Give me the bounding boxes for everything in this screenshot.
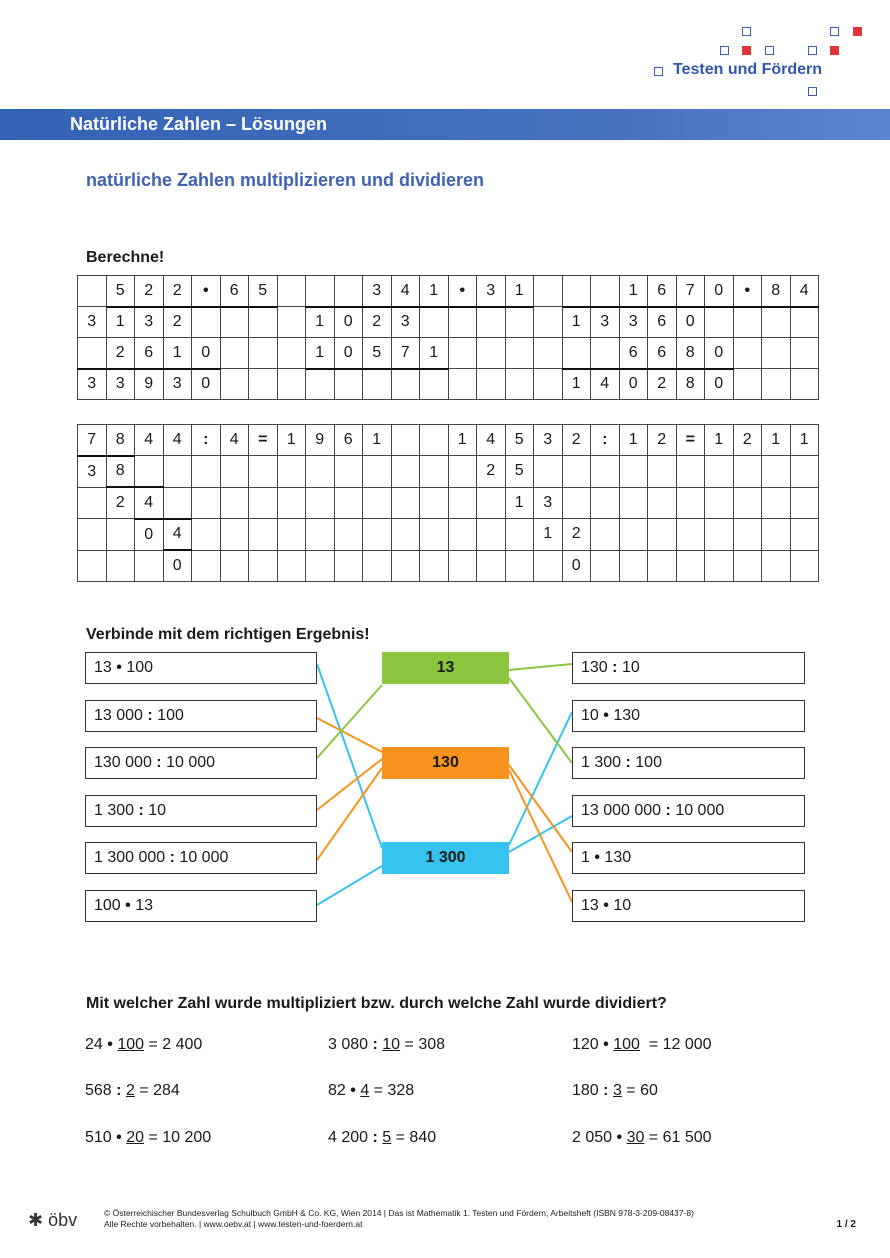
term-operand: 1 300 000 [94,849,166,866]
equation-answer: 100 [117,1036,145,1053]
grid-cell: 4 [477,425,506,456]
grid-cell: 6 [619,338,648,369]
equation-operand: 4 200 [328,1129,369,1146]
term-operand: 100 [94,896,121,914]
grid-cell: : [192,425,221,456]
term-operand: 130 [581,659,608,676]
grid-cell: 1 [306,307,335,338]
grid-cell: 3 [534,425,563,456]
grid-cell: 1 [106,307,135,338]
term-operator: : [147,706,153,724]
task1-heading: Berechne! [86,249,165,266]
equation-operator: • [616,1129,623,1146]
term-operand: 10 [148,801,167,819]
grid-cell: 6 [648,307,677,338]
grid-cell: 1 [363,425,392,456]
grid-cell: 8 [106,425,135,456]
grid-cell: 1 [762,425,791,456]
equation [85,1082,180,1100]
term-operand: 13 [94,659,112,676]
grid-cell: 0 [163,550,192,581]
equation [328,1036,445,1054]
equation [328,1082,414,1100]
equation-result: = 284 [134,1082,180,1099]
term-operand: 13 [135,896,154,914]
grid-cell: 3 [477,276,506,307]
term-operator: • [116,659,122,676]
right-term-box[interactable] [572,652,805,684]
footer-line-1: © Österreichischer Bundesverlag Schulbuch GmbH & Co. KG, Wien 2014 | Das ist Mathematik 1. Testen und Fördern, Arbeitsheft (ISBN 978-3-209-08437-8) [104,1208,694,1218]
equation-operator: • [116,1129,122,1146]
connection-line [317,759,382,810]
equation-operand: 82 [328,1082,346,1099]
result-box[interactable]: 1 300 [382,842,509,874]
equation [572,1036,712,1054]
grid-cell: 2 [562,425,591,456]
grid-cell: • [733,276,762,307]
grid-cell: 9 [306,425,335,456]
right-term-box[interactable] [572,842,805,874]
grid-cell: 2 [648,425,677,456]
result-box[interactable]: 130 [382,747,509,779]
grid-cell: 5 [106,276,135,307]
equation-operand: 2 050 [572,1129,613,1146]
equation-result: = 60 [621,1082,658,1099]
term-operand: 13 [581,896,599,914]
footer-line-2: Alle Rechte vorbehalten. | www.oebv.at | www.testen-und-foerdern.at [104,1219,363,1229]
grid-cell: 1 [448,425,477,456]
equation-result: = 10 200 [144,1129,212,1146]
page-title: Natürliche Zahlen – Lösungen [70,114,328,134]
grid-cell: 3 [591,307,620,338]
right-term-box[interactable] [572,700,805,732]
left-term-box[interactable] [85,747,317,779]
grid-cell: 1 [790,425,819,456]
result-box[interactable]: 13 [382,652,509,684]
equation [328,1129,436,1147]
term-operand: 10 000 [675,801,725,819]
grid-cell: 2 [648,369,677,400]
term-operator: • [594,849,600,866]
term-operator: • [603,896,609,914]
right-term-box[interactable] [572,795,805,827]
equation-operator: • [350,1082,356,1099]
equation-operand: 180 [572,1082,599,1099]
grid-cell: 0 [705,369,734,400]
equation-operand: 3 080 [328,1036,369,1053]
grid-cell: 3 [619,307,648,338]
grid-cell: 3 [363,276,392,307]
right-term-box[interactable] [572,890,805,922]
grid-cell: 2 [163,307,192,338]
equation-operator: • [603,1036,609,1053]
term-operand: 10 [621,659,640,676]
term-operand: 13 000 [94,706,143,724]
equation-answer: 5 [382,1129,392,1146]
connection-line [509,770,572,902]
page-number: 1 / 2 [836,1219,856,1230]
term-operator: : [156,754,162,771]
grid-cell: 7 [78,425,107,456]
term-operand: 130 [604,849,632,866]
term-operator: • [603,706,609,724]
grid-cell: 1 [534,519,563,551]
equation-result: = 2 400 [144,1036,203,1053]
grid-cell: 3 [163,369,192,400]
term-operator: : [138,801,144,819]
asterisk-icon: ✱ [28,1210,44,1230]
grid-cell: 3 [135,307,164,338]
grid-cell: 2 [562,519,591,551]
grid-cell: 4 [163,519,192,551]
grid-cell: 5 [249,276,278,307]
grid-cell: 1 [306,338,335,369]
grid-cell: 9 [135,369,164,400]
grid-cell: 2 [363,307,392,338]
grid-cell: 1 [619,276,648,307]
grid-cell: 0 [705,338,734,369]
term-operand: 10 [581,706,599,724]
equation-result: = 328 [369,1082,415,1099]
connection-line [509,664,572,670]
grid-cell: 6 [334,425,363,456]
equation-result: = 308 [400,1036,446,1053]
grid-cell: = [676,425,705,456]
term-operator: : [169,849,175,866]
left-term-box[interactable] [85,842,317,874]
equation-answer: 4 [360,1082,370,1099]
equation-operator: • [107,1036,113,1053]
grid-cell: 4 [163,425,192,456]
left-term-box[interactable] [85,700,317,732]
task2-heading: Verbinde mit dem richtigen Ergebnis! [86,626,370,643]
term-operand: 1 [581,849,590,866]
connection-line [317,866,382,905]
grid-cell: 2 [106,338,135,369]
term-operand: 10 [613,896,632,914]
grid-cell: 0 [619,369,648,400]
grid-cell: 0 [334,338,363,369]
term-operand: 13 000 000 [581,801,662,819]
grid-cell: 0 [562,550,591,581]
grid-cell: 4 [135,425,164,456]
grid-cell: 4 [391,276,420,307]
equation-operand: 120 [572,1036,599,1053]
grid-cell: 7 [676,276,705,307]
grid-cell: : [591,425,620,456]
term-operand: 130 [613,706,641,724]
connection-line [317,768,382,860]
equation-operator: : [372,1129,378,1146]
grid-cell: 1 [505,276,534,307]
term-operand: 1 300 [581,754,622,771]
grid-cell: 3 [78,456,107,488]
equation [572,1129,712,1147]
equation-answer: 100 [613,1036,640,1053]
grid-cell: = [249,425,278,456]
grid-cell: 2 [135,276,164,307]
grid-cell: 1 [619,425,648,456]
footer-copyright [104,1208,694,1230]
grid-cell: 4 [135,487,164,519]
grid-cell: • [192,276,221,307]
equation-result: = 12 000 [639,1036,712,1053]
grid-cell: • [448,276,477,307]
task3-heading: Mit welcher Zahl wurde multipliziert bzw. durch welche Zahl wurde dividiert? [86,995,667,1012]
grid-cell: 0 [705,276,734,307]
grid-cell: 4 [591,369,620,400]
grid-cell: 1 [420,338,449,369]
grid-cell: 4 [790,276,819,307]
publisher-logo-text: öbv [48,1210,78,1230]
grid-cell: 6 [135,338,164,369]
brand-name: Testen und Fördern [673,61,823,78]
grid-cell: 2 [477,456,506,488]
term-operator: : [625,754,631,771]
grid-cell: 0 [192,369,221,400]
grid-cell: 2 [733,425,762,456]
grid-cell: 1 [705,425,734,456]
grid-cell: 1 [420,276,449,307]
grid-cell: 5 [505,456,534,488]
term-operator: : [612,659,618,676]
grid-cell: 3 [391,307,420,338]
equation-result: = 840 [391,1129,437,1146]
grid-cell: 5 [505,425,534,456]
grid-cell: 1 [505,487,534,519]
equation-answer: 3 [612,1082,622,1099]
grid-cell: 8 [676,369,705,400]
term-operand: 1 300 [94,801,135,819]
equation [572,1082,658,1100]
term-operand: 100 [157,706,184,724]
equation-answer: 30 [626,1129,645,1146]
connection-line [317,664,382,848]
equation-answer: 2 [125,1082,135,1099]
grid-cell: 0 [192,338,221,369]
grid-cell: 1 [277,425,306,456]
right-term-box[interactable] [572,747,805,779]
term-operand: 100 [635,754,662,771]
equation [85,1129,211,1147]
grid-cell: 3 [534,487,563,519]
term-operand: 10 000 [166,754,216,771]
grid-cell: 6 [648,276,677,307]
grid-cell: 8 [676,338,705,369]
term-operator: • [125,896,131,914]
equation-operator: : [603,1082,609,1099]
grid-cell: 5 [363,338,392,369]
term-operand: 100 [126,659,154,676]
grid-cell: 7 [391,338,420,369]
grid-cell: 3 [78,369,107,400]
grid-cell: 1 [163,338,192,369]
grid-cell: 2 [106,487,135,519]
grid-cell: 6 [648,338,677,369]
grid-cell: 2 [163,276,192,307]
connection-line [509,678,572,763]
grid-cell: 8 [106,456,135,488]
left-term-box[interactable] [85,652,317,684]
term-operator: : [665,801,671,819]
grid-cell: 3 [106,369,135,400]
grid-cell: 1 [562,307,591,338]
grid-cell: 1 [562,369,591,400]
grid-cell: 0 [676,307,705,338]
equation-operator: : [116,1082,122,1099]
grid-cell: 0 [135,519,164,551]
equation-answer: 10 [382,1036,401,1053]
publisher-logo [28,1210,77,1231]
term-operand: 10 000 [179,849,229,866]
grid-cell: 6 [220,276,249,307]
equation-result: = 61 500 [644,1129,712,1146]
grid-cell: 8 [762,276,791,307]
equation-operand: 510 [85,1129,112,1146]
grid-cell: 4 [220,425,249,456]
equation [85,1036,202,1054]
equation-operand: 24 [85,1036,103,1053]
term-operand: 130 000 [94,754,152,771]
equation-answer: 20 [126,1129,145,1146]
grid-cell: 3 [78,307,107,338]
equation-operator: : [372,1036,378,1053]
left-term-box[interactable] [85,795,317,827]
grid-cell: 0 [334,307,363,338]
left-term-box[interactable] [85,890,317,922]
equation-operand: 568 [85,1082,112,1099]
page-subtitle: natürliche Zahlen multiplizieren und dividieren [86,170,485,190]
